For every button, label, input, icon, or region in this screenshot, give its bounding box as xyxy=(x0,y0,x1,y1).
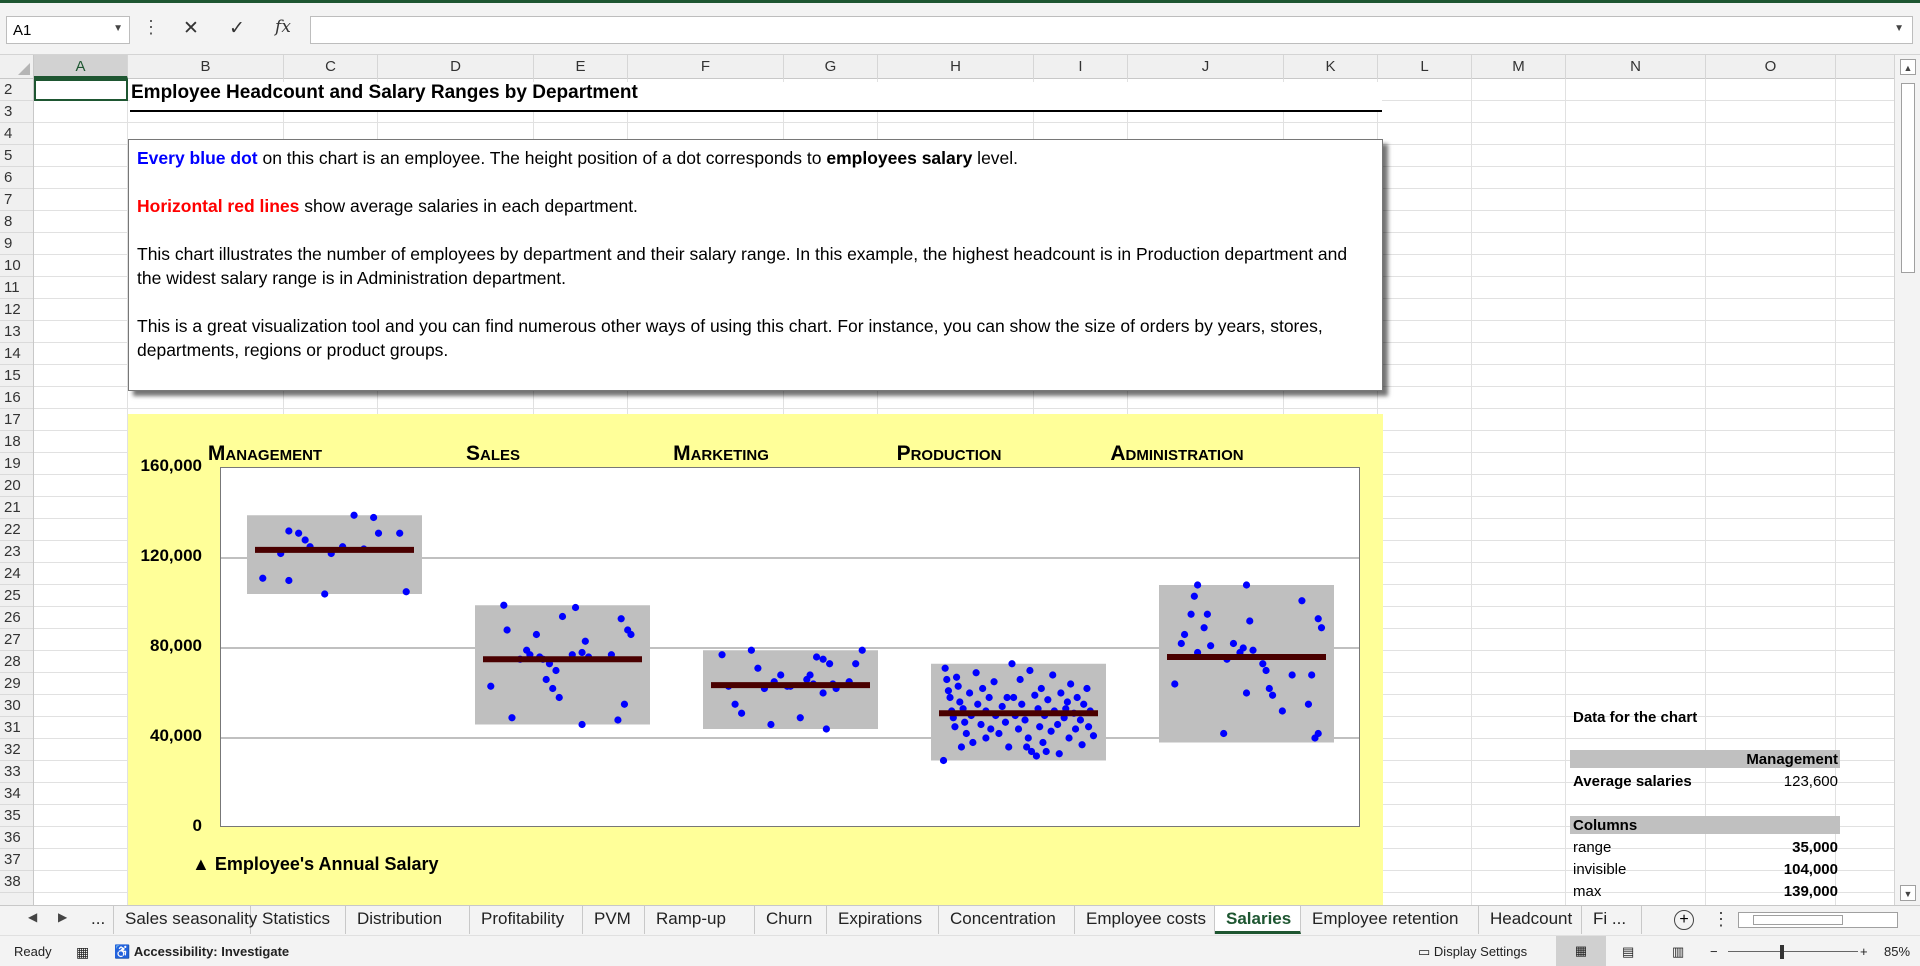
row-header-7[interactable]: 7 xyxy=(0,189,33,211)
row-header-2[interactable]: 2 xyxy=(0,79,33,101)
employee-dot xyxy=(1026,667,1033,674)
avg-salaries-value: 123,600 xyxy=(1783,773,1838,790)
employee-dot xyxy=(797,714,804,721)
display-settings-text: Display Settings xyxy=(1433,944,1528,959)
column-header-d[interactable]: D xyxy=(378,55,534,79)
row-header-35[interactable]: 35 xyxy=(0,805,33,827)
scroll-up-icon[interactable]: ▲ xyxy=(1900,59,1916,75)
normal-view-icon[interactable]: ▦ xyxy=(1556,936,1606,966)
formula-input[interactable] xyxy=(310,16,1913,44)
employee-dot xyxy=(969,739,976,746)
row-header-29[interactable]: 29 xyxy=(0,673,33,695)
macro-record-icon[interactable]: ▦ xyxy=(76,944,90,960)
enter-icon[interactable]: ✓ xyxy=(229,18,245,39)
employee-dot xyxy=(1017,676,1024,683)
employee-dot xyxy=(951,723,958,730)
grid-line xyxy=(34,408,1894,409)
employee-dot xyxy=(767,721,774,728)
y-tick-label: 80,000 xyxy=(150,636,202,655)
row-header-38[interactable]: 38 xyxy=(0,871,33,893)
info-paragraph-2 xyxy=(137,194,1374,218)
row-header-23[interactable]: 23 xyxy=(0,541,33,563)
info-blue-text: Every blue dot xyxy=(137,148,258,168)
employee-dot xyxy=(1308,671,1315,678)
employee-dot xyxy=(1039,739,1046,746)
accessibility-text: Accessibility: Investigate xyxy=(133,944,290,959)
row-header-16[interactable]: 16 xyxy=(0,387,33,409)
employee-dot xyxy=(578,649,585,656)
employee-dot xyxy=(1266,685,1273,692)
employee-dot xyxy=(1057,689,1064,696)
name-box[interactable] xyxy=(6,16,130,44)
employee-dot xyxy=(820,656,827,663)
select-all-button[interactable] xyxy=(0,55,34,79)
employee-dot xyxy=(285,527,292,534)
row-header-33[interactable]: 33 xyxy=(0,761,33,783)
tab-fi[interactable]: Fi ... xyxy=(1582,906,1642,934)
status-bar xyxy=(0,935,1920,966)
employee-dot xyxy=(1018,701,1025,708)
employee-dot xyxy=(1043,748,1050,755)
department-label-sales: Sales xyxy=(465,442,520,465)
employee-dot xyxy=(1178,640,1185,647)
employee-dot xyxy=(1204,611,1211,618)
employee-dot xyxy=(1230,640,1237,647)
scroll-down-icon[interactable]: ▼ xyxy=(1900,885,1916,901)
employee-dot xyxy=(738,710,745,717)
employee-dot xyxy=(748,647,755,654)
employee-dot xyxy=(350,512,357,519)
employee-dot xyxy=(500,602,507,609)
column-header-e[interactable]: E xyxy=(534,55,628,79)
row-header-6[interactable]: 6 xyxy=(0,167,33,189)
employee-dot xyxy=(1298,597,1305,604)
employee-dot xyxy=(946,694,953,701)
row-header-25[interactable]: 25 xyxy=(0,585,33,607)
employee-dot xyxy=(1054,721,1061,728)
tab-headcount[interactable]: Headcount xyxy=(1479,906,1582,934)
grid-line xyxy=(34,122,1894,123)
employee-dot xyxy=(1262,667,1269,674)
chevron-down-icon[interactable]: ▼ xyxy=(113,23,123,34)
row-header-19[interactable]: 19 xyxy=(0,453,33,475)
employee-dot xyxy=(1049,671,1056,678)
row-header-5[interactable]: 5 xyxy=(0,145,33,167)
employee-dot xyxy=(826,660,833,667)
employee-dot xyxy=(403,588,410,595)
page-layout-view-icon[interactable]: ▤ xyxy=(1622,944,1635,959)
name-box-value: A1 xyxy=(13,22,32,39)
row-header-28[interactable]: 28 xyxy=(0,651,33,673)
row-header-26[interactable]: 26 xyxy=(0,607,33,629)
employee-dot xyxy=(995,730,1002,737)
data-row-value: 35,000 xyxy=(1792,839,1838,856)
sheet-tab-bar xyxy=(0,905,1920,935)
row-header-17[interactable]: 17 xyxy=(0,409,33,431)
info-paragraph-1 xyxy=(137,146,1374,170)
column-header-l[interactable]: L xyxy=(1378,55,1472,79)
employee-dot xyxy=(1191,593,1198,600)
employee-dot xyxy=(621,701,628,708)
employee-dot xyxy=(1064,698,1071,705)
employee-dot xyxy=(1090,732,1097,739)
row-header-4[interactable]: 4 xyxy=(0,123,33,145)
employee-dot xyxy=(731,701,738,708)
employee-dot xyxy=(487,683,494,690)
vertical-scroll-thumb[interactable] xyxy=(1901,83,1915,273)
employee-dot xyxy=(559,613,566,620)
expand-formula-icon[interactable]: ▼ xyxy=(1894,23,1904,34)
employee-dot xyxy=(1315,615,1322,622)
row-header-20[interactable]: 20 xyxy=(0,475,33,497)
employee-dot xyxy=(1315,730,1322,737)
tab-distribution[interactable]: Distribution xyxy=(346,906,470,934)
employee-dot xyxy=(533,631,540,638)
row-header-32[interactable]: 32 xyxy=(0,739,33,761)
info-text: on this chart is an employee. The height position of a dot corresponds to xyxy=(257,148,827,168)
employee-dot xyxy=(1201,624,1208,631)
employee-dot xyxy=(1078,741,1085,748)
column-header-a[interactable]: A xyxy=(34,55,128,79)
employee-dot xyxy=(508,714,515,721)
y-tick-label: 40,000 xyxy=(150,726,202,745)
employee-dot xyxy=(503,626,510,633)
row-header-15[interactable]: 15 xyxy=(0,365,33,387)
employee-dot xyxy=(396,530,403,537)
employee-dot xyxy=(1015,725,1022,732)
employee-dot xyxy=(1067,680,1074,687)
employee-dot xyxy=(1033,752,1040,759)
vertical-scrollbar[interactable] xyxy=(1894,55,1920,905)
column-header-c[interactable]: C xyxy=(284,55,378,79)
employee-dot xyxy=(1289,671,1296,678)
column-header-h[interactable]: H xyxy=(878,55,1034,79)
column-header-g[interactable]: G xyxy=(784,55,878,79)
row-header-22[interactable]: 22 xyxy=(0,519,33,541)
employee-dot xyxy=(1023,743,1030,750)
info-bold-text: employees salary xyxy=(826,148,973,168)
row-header-18[interactable]: 18 xyxy=(0,431,33,453)
info-text: level. xyxy=(972,148,1019,168)
employee-dot xyxy=(572,604,579,611)
data-row-label: invisible xyxy=(1573,861,1627,878)
employee-dot xyxy=(1031,692,1038,699)
employee-dot xyxy=(1072,725,1079,732)
employee-dot xyxy=(1318,624,1325,631)
tab-ramp-up[interactable]: Ramp-up xyxy=(645,906,755,934)
employee-dot xyxy=(1279,707,1286,714)
employee-dot xyxy=(1259,660,1266,667)
employee-dot xyxy=(943,676,950,683)
tab-concentration[interactable]: Concentration xyxy=(939,906,1075,934)
row-headers xyxy=(0,79,34,905)
row-header-11[interactable]: 11 xyxy=(0,277,33,299)
employee-dot xyxy=(1065,734,1072,741)
employee-dot xyxy=(966,689,973,696)
employee-dot xyxy=(1246,617,1253,624)
employee-dot xyxy=(375,530,382,537)
employee-dot xyxy=(1181,631,1188,638)
data-table-col-header: Management xyxy=(1746,751,1838,768)
employee-dot xyxy=(1243,581,1250,588)
worksheet xyxy=(0,55,1920,905)
employee-dot xyxy=(582,638,589,645)
info-paragraph-4: This is a great visualization tool and you can find numerous other ways of using this chart. For instance, you can show the size of orders by years, stores, departments, regions or product groups. xyxy=(137,316,1323,360)
employee-dot xyxy=(1044,696,1051,703)
employee-dot xyxy=(999,703,1006,710)
employee-dot xyxy=(1080,701,1087,708)
employee-dot xyxy=(977,721,984,728)
department-label-management: Management xyxy=(207,442,323,465)
employee-dot xyxy=(859,647,866,654)
department-label-marketing: Marketing xyxy=(673,442,769,465)
employee-dot xyxy=(543,676,550,683)
cancel-icon[interactable]: ✕ xyxy=(183,18,199,39)
insert-function-icon[interactable]: fx xyxy=(275,17,291,37)
employee-dot xyxy=(1249,647,1256,654)
display-settings[interactable] xyxy=(1418,944,1527,960)
employee-dot xyxy=(1083,685,1090,692)
row-header-27[interactable]: 27 xyxy=(0,629,33,651)
tab-sales-seasonality[interactable]: Sales seasonality xyxy=(114,906,251,934)
employee-dot xyxy=(549,685,556,692)
employee-dot xyxy=(1085,723,1092,730)
employee-dot xyxy=(1048,728,1055,735)
formula-bar xyxy=(0,3,1920,55)
info-text: show average salaries in each department. xyxy=(299,196,638,216)
tab-profitability[interactable]: Profitability xyxy=(470,906,583,934)
employee-dot xyxy=(1243,689,1250,696)
row-header-14[interactable]: 14 xyxy=(0,343,33,365)
info-textbox[interactable] xyxy=(128,139,1383,391)
employee-dot xyxy=(1005,743,1012,750)
info-red-text: Horizontal red lines xyxy=(137,196,300,216)
employee-dot xyxy=(1002,719,1009,726)
column-header-j[interactable]: J xyxy=(1128,55,1284,79)
salary-range-box xyxy=(1159,585,1334,743)
data-row-value: 104,000 xyxy=(1783,861,1838,878)
column-header-k[interactable]: K xyxy=(1284,55,1378,79)
employee-dot xyxy=(1077,716,1084,723)
employee-dot xyxy=(1269,692,1276,699)
employee-dot xyxy=(979,685,986,692)
tab-churn[interactable]: Churn xyxy=(755,906,827,934)
employee-dot xyxy=(556,694,563,701)
employee-dot xyxy=(940,757,947,764)
active-cell-outline xyxy=(34,79,128,101)
horizontal-scroll-thumb[interactable] xyxy=(1753,915,1843,925)
employee-dot xyxy=(956,698,963,705)
employee-dot xyxy=(1305,701,1312,708)
horizontal-scrollbar[interactable] xyxy=(1738,912,1898,928)
employee-dot xyxy=(285,577,292,584)
employee-dot xyxy=(552,667,559,674)
department-label-production: Production xyxy=(896,442,1002,465)
employee-dot xyxy=(1008,660,1015,667)
data-row-label: range xyxy=(1573,839,1612,856)
row-header-21[interactable]: 21 xyxy=(0,497,33,519)
tab-pvm[interactable]: PVM xyxy=(583,906,645,934)
column-header-b[interactable]: B xyxy=(128,55,284,79)
employee-dot xyxy=(718,651,725,658)
row-header-3[interactable]: 3 xyxy=(0,101,33,123)
employee-dot xyxy=(958,743,965,750)
employee-dot xyxy=(1038,685,1045,692)
row-header-36[interactable]: 36 xyxy=(0,827,33,849)
tab-employee-retention[interactable]: Employee retention xyxy=(1301,906,1479,934)
employee-dot xyxy=(1171,680,1178,687)
y-axis-label: ▲ Employee's Annual Salary xyxy=(192,854,439,874)
column-header-f[interactable]: F xyxy=(628,55,784,79)
tab-[interactable]: ... xyxy=(80,906,114,934)
employee-dot xyxy=(974,701,981,708)
employee-dot xyxy=(1010,694,1017,701)
tab-employee-costs[interactable]: Employee costs xyxy=(1075,906,1215,934)
column-header-n[interactable]: N xyxy=(1566,55,1706,79)
salary-chart[interactable] xyxy=(128,414,1383,905)
employee-dot xyxy=(578,721,585,728)
employee-dot xyxy=(961,719,968,726)
page-title: Employee Headcount and Salary Ranges by Department xyxy=(130,82,1382,112)
data-table-header: Data for the chart xyxy=(1573,709,1698,726)
avg-salaries-label: Average salaries xyxy=(1573,773,1692,790)
employee-dot xyxy=(986,694,993,701)
accessibility-status[interactable] xyxy=(114,944,289,960)
employee-dot xyxy=(820,689,827,696)
employee-dot xyxy=(1207,642,1214,649)
row-header-8[interactable]: 8 xyxy=(0,211,33,233)
employee-dot xyxy=(321,590,328,597)
row-header-31[interactable]: 31 xyxy=(0,717,33,739)
employee-dot xyxy=(813,653,820,660)
employee-dot xyxy=(295,530,302,537)
column-header-o[interactable]: O xyxy=(1706,55,1836,79)
employee-dot xyxy=(777,671,784,678)
employee-dot xyxy=(852,660,859,667)
status-ready: Ready xyxy=(14,944,52,959)
employee-dot xyxy=(803,676,810,683)
zoom-level: 85% xyxy=(1884,944,1911,959)
zoom-slider-thumb[interactable] xyxy=(1780,945,1784,959)
employee-dot xyxy=(1194,581,1201,588)
data-row-value: 139,000 xyxy=(1783,883,1838,900)
employee-dot xyxy=(627,631,634,638)
row-header-24[interactable]: 24 xyxy=(0,563,33,585)
employee-dot xyxy=(1240,644,1247,651)
employee-dot xyxy=(302,536,309,543)
employee-dot xyxy=(990,678,997,685)
row-header-37[interactable]: 37 xyxy=(0,849,33,871)
employee-dot xyxy=(370,514,377,521)
page-break-view-icon[interactable]: ▥ xyxy=(1672,944,1685,959)
column-header-m[interactable]: M xyxy=(1472,55,1566,79)
employee-dot xyxy=(942,665,949,672)
add-sheet-icon[interactable]: + xyxy=(1674,910,1694,930)
employee-dot xyxy=(259,575,266,582)
department-label-administration: Administration xyxy=(1110,442,1244,465)
row-header-10[interactable]: 10 xyxy=(0,255,33,277)
monitor-icon: ▭ xyxy=(1418,944,1431,959)
y-tick-label: 160,000 xyxy=(140,456,202,475)
employee-dot xyxy=(754,665,761,672)
tab-next-icon[interactable]: ▶ xyxy=(58,910,68,924)
tab-prev-icon[interactable]: ◀ xyxy=(28,910,38,924)
employee-dot xyxy=(982,734,989,741)
employee-dot xyxy=(953,674,960,681)
employee-dot xyxy=(973,669,980,676)
row-header-12[interactable]: 12 xyxy=(0,299,33,321)
row-header-30[interactable]: 30 xyxy=(0,695,33,717)
plot-area[interactable] xyxy=(220,467,1360,827)
columns-label: Columns xyxy=(1573,817,1638,834)
employee-dot xyxy=(1220,730,1227,737)
accessibility-icon: ♿ xyxy=(114,944,131,959)
zoom-out-icon[interactable]: − xyxy=(1710,944,1718,959)
tab-salaries[interactable]: Salaries xyxy=(1215,906,1301,934)
employee-dot xyxy=(1074,694,1081,701)
more-options-icon[interactable]: ⋮ xyxy=(1712,909,1730,929)
employee-dot xyxy=(1003,694,1010,701)
zoom-in-icon[interactable]: + xyxy=(1860,944,1868,959)
row-header-9[interactable]: 9 xyxy=(0,233,33,255)
tab-statistics[interactable]: Statistics xyxy=(251,906,346,934)
column-header-i[interactable]: I xyxy=(1034,55,1128,79)
employee-dot xyxy=(1056,750,1063,757)
row-header-34[interactable]: 34 xyxy=(0,783,33,805)
employee-dot xyxy=(1025,734,1032,741)
zoom-slider[interactable] xyxy=(1728,951,1858,952)
info-paragraph-3: This chart illustrates the number of employees by department and their salary range. In this example, the highest headcount is in Production department and the widest salary range is in Administration department. xyxy=(137,244,1348,288)
employee-dot xyxy=(945,687,952,694)
row-header-13[interactable]: 13 xyxy=(0,321,33,343)
employee-dot xyxy=(618,615,625,622)
more-options-icon[interactable]: ⋮ xyxy=(142,17,160,37)
employee-dot xyxy=(1187,611,1194,618)
employee-dot xyxy=(987,725,994,732)
data-row-label: max xyxy=(1573,883,1602,900)
y-tick-label: 0 xyxy=(192,816,202,835)
employee-dot xyxy=(1021,716,1028,723)
employee-dot xyxy=(614,716,621,723)
y-tick-label: 120,000 xyxy=(140,546,202,565)
employee-dot xyxy=(955,683,962,690)
tab-expirations[interactable]: Expirations xyxy=(827,906,939,934)
employee-dot xyxy=(963,730,970,737)
column-headers xyxy=(34,55,1894,79)
employee-dot xyxy=(1036,723,1043,730)
employee-dot xyxy=(823,725,830,732)
